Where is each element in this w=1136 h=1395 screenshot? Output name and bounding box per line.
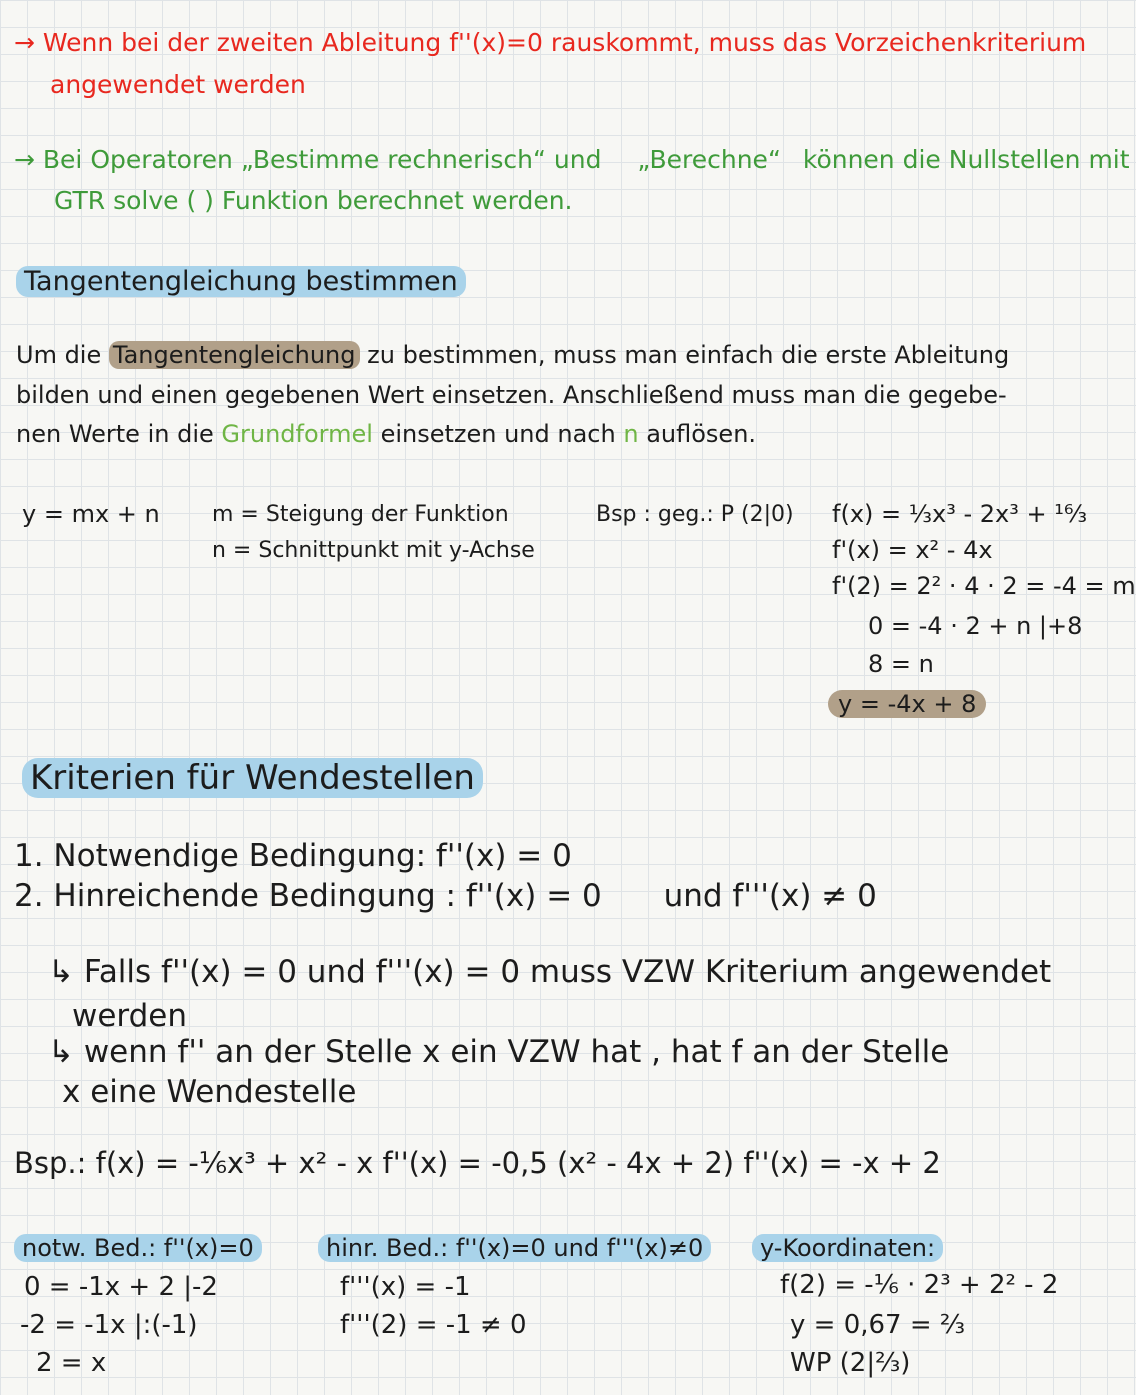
example-label: Bsp : geg.: P (2|0) xyxy=(596,502,794,527)
p3-part-a: nen Werte in die xyxy=(16,420,214,448)
inflection-heading xyxy=(22,758,483,798)
arrow-note1-cont: werden xyxy=(72,998,188,1034)
note-green-part-b: „Berechne“ xyxy=(637,145,781,174)
def-n: n = Schnittpunkt mit y-Achse xyxy=(212,538,535,563)
ex-slope: f'(2) = 2² · 4 · 2 = -4 = m xyxy=(832,572,1136,600)
inflection-example: Bsp.: f(x) = -⅙x³ + x² - x f''(x) = -0,5 (x² - 4x + 2) f''(x) = -x + 2 xyxy=(14,1146,941,1180)
tangent-paragraph-line1 xyxy=(16,341,1009,369)
tangent-paragraph-line3 xyxy=(16,420,756,448)
tangent-heading-text: Tangentengleichung bestimmen xyxy=(16,266,466,297)
condition-sufficient xyxy=(14,878,877,914)
col2-title-text: hinr. Bed.: f''(x)=0 und f'''(x)≠0 xyxy=(318,1234,711,1262)
tangent-paragraph-line2: bilden und einen gegebenen Wert einsetzen. Anschließend muss man die gegebe- xyxy=(16,381,1007,409)
p1-part-b: zu bestimmen, muss man einfach die erste Ableitung xyxy=(367,341,1010,369)
p3-green-word: Grundformel xyxy=(221,420,373,448)
col3-line3: WP (2|⅔) xyxy=(790,1348,911,1378)
note-red-line1: → Wenn bei der zweiten Ableitung f''(x)=0 rauskommt, muss das Vorzeichenkriterium xyxy=(14,28,1087,57)
col2-line1: f'''(x) = -1 xyxy=(340,1272,471,1302)
col3-line1: f(2) = -⅙ · 2³ + 2² - 2 xyxy=(780,1270,1059,1300)
col1-title-text: notw. Bed.: f''(x)=0 xyxy=(14,1234,262,1262)
tangent-heading xyxy=(16,266,466,297)
ex-function: f(x) = ⅓x³ - 2x³ + ¹⁶⁄₃ xyxy=(832,500,1088,528)
inflection-heading-text: Kriterien für Wendestellen xyxy=(22,758,483,798)
note-red-line2: angewendet werden xyxy=(50,70,306,99)
col1-title xyxy=(14,1234,262,1262)
arrow-note2-cont: x eine Wendestelle xyxy=(62,1074,357,1110)
col1-line1: 0 = -1x + 2 |-2 xyxy=(24,1272,218,1302)
note-green-line1 xyxy=(14,145,1130,174)
condition-necessary: 1. Notwendige Bedingung: f''(x) = 0 xyxy=(14,838,572,874)
p1-highlight: Tangentengleichung xyxy=(109,341,360,369)
ex-result xyxy=(828,690,986,718)
col1-line2: -2 = -1x |:(-1) xyxy=(20,1310,198,1340)
arrow-note1: ↳ Falls f''(x) = 0 und f'''(x) = 0 muss VZW Kriterium angewendet xyxy=(48,954,1052,990)
p3-n: n xyxy=(623,420,639,448)
ex-derivative: f'(x) = x² - 4x xyxy=(832,536,993,564)
ex-result-text: y = -4x + 8 xyxy=(828,690,986,718)
p3-part-b: einsetzen und nach xyxy=(380,420,616,448)
col2-line2: f'''(2) = -1 ≠ 0 xyxy=(340,1310,527,1340)
col3-title-text: y-Koordinaten: xyxy=(752,1234,943,1262)
tangent-formula: y = mx + n xyxy=(22,500,160,528)
note-green-line2: GTR solve ( ) Funktion berechnet werden. xyxy=(54,186,573,215)
p1-part-a: Um die xyxy=(16,341,102,369)
ex-equation2: 8 = n xyxy=(868,650,934,678)
col2-title xyxy=(318,1234,711,1262)
condition-sufficient-a: 2. Hinreichende Bedingung : f''(x) = 0 xyxy=(14,878,602,914)
arrow-note2: ↳ wenn f'' an der Stelle x ein VZW hat , hat f an der Stelle xyxy=(48,1034,950,1070)
condition-sufficient-b: und f'''(x) ≠ 0 xyxy=(663,878,877,914)
def-m: m = Steigung der Funktion xyxy=(212,502,509,527)
note-green-part-a: → Bei Operatoren „Bestimme rechnerisch“ und xyxy=(14,145,602,174)
p3-part-c: auflösen. xyxy=(646,420,757,448)
col1-line3: 2 = x xyxy=(36,1348,107,1378)
col3-line2: y = 0,67 = ⅔ xyxy=(790,1310,966,1340)
note-green-part-c: können die Nullstellen mit xyxy=(802,145,1130,174)
ex-equation1: 0 = -4 · 2 + n |+8 xyxy=(868,612,1083,640)
col3-title xyxy=(752,1234,943,1262)
